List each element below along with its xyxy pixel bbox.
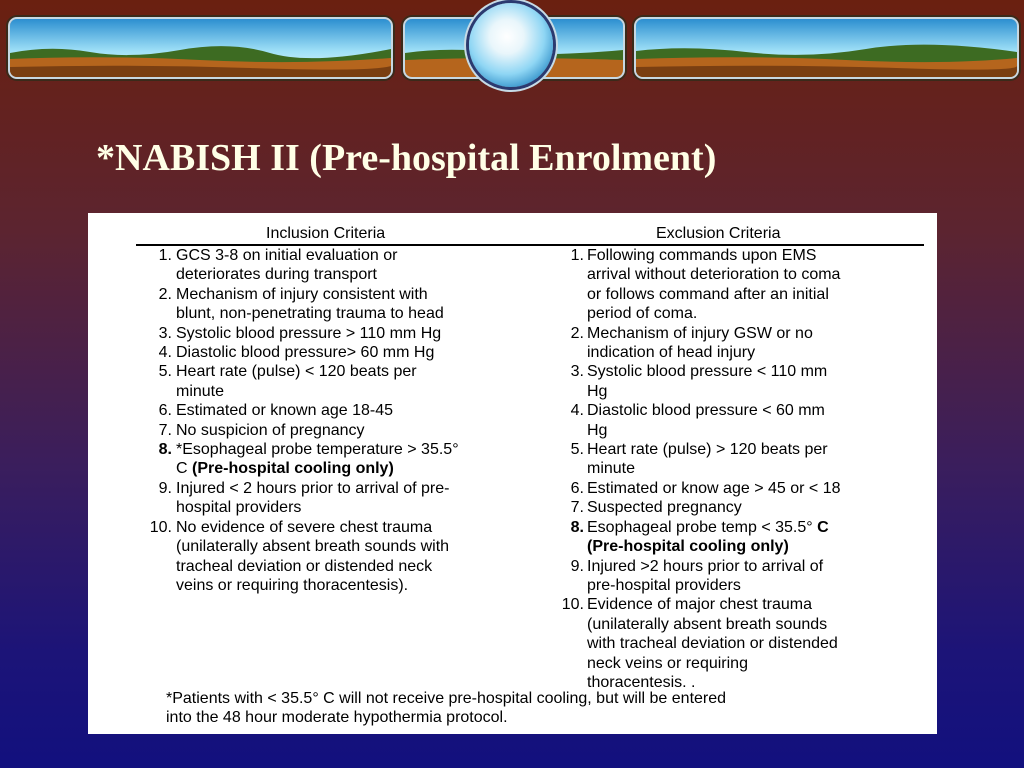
- banner-right: [634, 17, 1019, 79]
- inclusion-list: [136, 246, 516, 595]
- item-number: 9.: [570, 557, 584, 575]
- item-line: neck veins or requiring: [587, 654, 748, 672]
- footnote: [166, 689, 726, 728]
- item-line: Suspected pregnancy: [587, 499, 742, 517]
- incl-item: [136, 401, 516, 420]
- item-line: (unilaterally absent breath sounds with: [176, 538, 450, 556]
- item-line: Injured < 2 hours prior to arrival of pre-: [176, 479, 450, 497]
- item-line: arrival without deterioration to coma: [587, 266, 841, 284]
- item-line: minute: [587, 460, 636, 478]
- excl-item: [556, 518, 936, 557]
- footnote-line: into the 48 hour moderate hypothermia protocol.: [166, 709, 508, 727]
- item-number: 7.: [158, 421, 172, 439]
- item-line: Estimated or known age 18-45: [176, 402, 394, 420]
- excl-item: [556, 362, 936, 401]
- item-number: 7.: [570, 499, 584, 517]
- item-line: period of coma.: [587, 305, 698, 323]
- incl-item: [136, 246, 516, 285]
- excl-item: [556, 324, 936, 363]
- excl-item: [556, 401, 936, 440]
- item-number: 5.: [570, 441, 584, 459]
- item-number: 2.: [158, 285, 172, 303]
- incl-item: [136, 479, 516, 518]
- incl-item: [136, 285, 516, 324]
- item-line: blunt, non-penetrating trauma to head: [176, 305, 444, 323]
- exclusion-list: [556, 246, 936, 692]
- item-number: 10.: [149, 518, 172, 536]
- item-line: Systolic blood pressure < 110 mm: [587, 363, 828, 381]
- incl-item: [136, 343, 516, 362]
- excl-item: [556, 557, 936, 596]
- incl-item: [136, 421, 516, 440]
- item-line: Systolic blood pressure > 110 mm Hg: [176, 324, 442, 342]
- item-line: Diastolic blood pressure> 60 mm Hg: [176, 344, 435, 362]
- excl-item: [556, 498, 936, 517]
- item-number: 6.: [570, 479, 584, 497]
- excl-item: [556, 246, 936, 324]
- item-number: 9.: [158, 479, 172, 497]
- item-number: 5.: [158, 363, 172, 381]
- inclusion-header: Inclusion Criteria: [266, 225, 386, 242]
- banner-left: [8, 17, 393, 79]
- item-line: (unilaterally absent breath sounds: [587, 615, 828, 633]
- item-number: 2.: [570, 324, 584, 342]
- item-line: Mechanism of injury GSW or no: [587, 324, 813, 342]
- item-number: 3.: [158, 324, 172, 342]
- footnote-line: *Patients with < 35.5° C will not receive pre-hospital cooling, but will be entered: [166, 690, 727, 707]
- item-line: thoracentesis. .: [587, 673, 696, 691]
- item-number: 1.: [158, 247, 172, 264]
- item-line: Heart rate (pulse) < 120 beats per: [176, 363, 417, 381]
- item-number: 10.: [561, 596, 584, 614]
- item-line: GCS 3-8 on initial evaluation or: [176, 247, 398, 264]
- item-line: Esophageal probe temp < 35.5° C: [587, 518, 829, 536]
- item-line: Hg: [587, 382, 608, 400]
- incl-item: [136, 440, 516, 479]
- item-line: indication of head injury: [587, 344, 756, 362]
- item-line: Injured >2 hours prior to arrival of: [587, 557, 824, 575]
- item-line: Mechanism of injury consistent with: [176, 285, 428, 303]
- item-line: (Pre-hospital cooling only): [587, 538, 789, 556]
- item-line: with tracheal deviation or distended: [587, 635, 838, 653]
- item-line: minute: [176, 382, 225, 400]
- item-number: 3.: [570, 363, 584, 381]
- excl-item: [556, 479, 936, 498]
- incl-item: [136, 518, 516, 596]
- incl-item: [136, 362, 516, 401]
- item-number: 4.: [570, 402, 584, 420]
- item-line: *Esophageal probe temperature > 35.5°: [176, 441, 459, 459]
- item-line: deteriorates during transport: [176, 266, 377, 284]
- item-line: Heart rate (pulse) > 120 beats per: [587, 441, 828, 459]
- item-number: 1.: [570, 247, 584, 264]
- criteria-table: [88, 213, 937, 734]
- item-line: Following commands upon EMS: [587, 247, 817, 264]
- item-line: or follows command after an initial: [587, 285, 829, 303]
- item-number: 8.: [158, 441, 172, 459]
- item-line: Estimated or know age > 45 or < 18: [587, 479, 841, 497]
- item-line: Hg: [587, 421, 608, 439]
- item-line: No suspicion of pregnancy: [176, 421, 365, 439]
- excl-item: [556, 595, 936, 692]
- slide-title: *NABISH II (Pre-hospital Enrolment): [96, 137, 717, 179]
- item-line: Evidence of major chest trauma: [587, 596, 812, 614]
- item-line: tracheal deviation or distended neck: [176, 557, 433, 575]
- item-line: No evidence of severe chest trauma: [176, 518, 433, 536]
- excl-item: [556, 440, 936, 479]
- item-line: Diastolic blood pressure < 60 mm: [587, 402, 825, 420]
- item-number: 6.: [158, 402, 172, 420]
- globe-icon: [469, 3, 553, 87]
- exclusion-header: Exclusion Criteria: [656, 225, 781, 242]
- item-line: pre-hospital providers: [587, 576, 741, 594]
- item-line: veins or requiring thoracentesis).: [176, 576, 409, 594]
- item-number: 8.: [570, 518, 584, 536]
- incl-item: [136, 324, 516, 343]
- item-line: hospital providers: [176, 499, 302, 517]
- item-line: C (Pre-hospital cooling only): [176, 460, 394, 478]
- item-number: 4.: [158, 344, 172, 362]
